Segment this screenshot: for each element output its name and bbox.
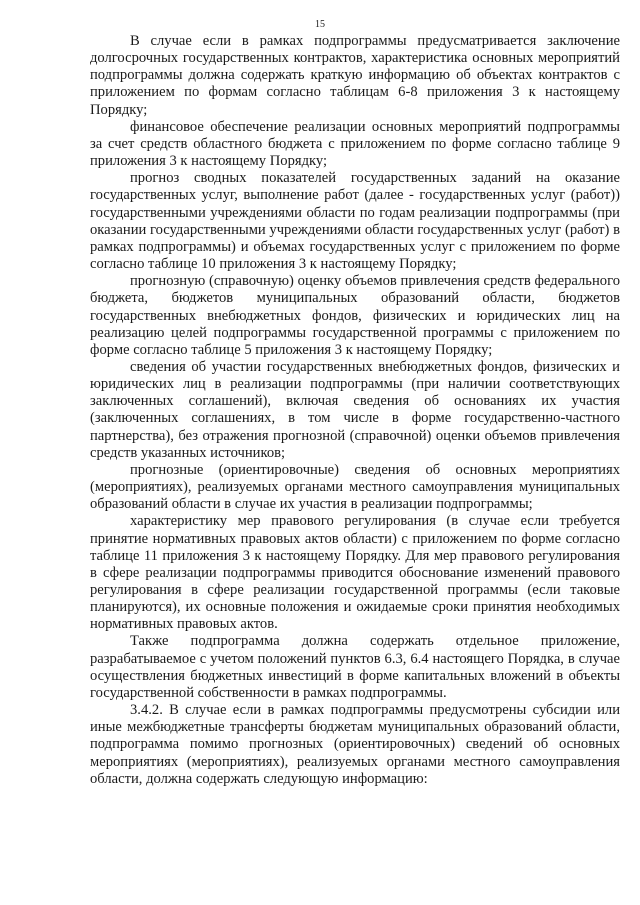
page-number: 15 <box>315 19 325 30</box>
paragraph-long-term-contracts: В случае если в рамках подпрограммы предусматривается заключение долгосрочных государственных контрактов, характеристика основных мероприятий подпрограммы должна содержать краткую информацию об объектах контрактов с приложением по формам согласно таблицам 6-8 приложения 3 к настоящему Порядку; <box>90 33 620 118</box>
paragraph-municipal-measures: прогнозные (ориентировочные) сведения об основных мероприятиях (мероприятиях), реализуемых органами местного самоуправления муниципальных образований области в случае их участия в реализации подпрограммы; <box>90 461 620 513</box>
document-body <box>90 33 620 788</box>
paragraph-3-4-2-subsidies: 3.4.2. В случае если в рамках подпрограммы предусмотрены субсидии или иные межбюджетные трансферты бюджетам муниципальных образований области, подпрограмма помимо прогнозных (ориентировочных) сведений об основных мероприятиях (мероприятиях), реализуемых органами местного самоуправления области, должна содержать следующую информацию: <box>90 702 620 787</box>
paragraph-financial-support: финансовое обеспечение реализации основных мероприятий подпрограммы за счет средств областного бюджета с приложением по форме согласно таблице 9 приложения 3 к настоящему Порядку; <box>90 118 620 170</box>
paragraph-legal-regulation: характеристику мер правового регулирования (в случае если требуется принятие нормативных правовых актов области) с приложением по форме согласно таблице 11 приложения 3 к настоящему Порядку. Для мер правового регулирования в сфере реализации подпрограммы приводится обоснование изменений правового регулирования в сфере реализации государственной программы (если таковые планируются), их основные положения и ожидаемые сроки принятия необходимых нормативных правовых актов. <box>90 513 620 633</box>
paragraph-funding-estimate: прогнозную (справочную) оценку объемов привлечения средств федерального бюджета, бюджетов муниципальных образований области, бюджетов государственных внебюджетных фондов, физических и юридических лиц на реализацию целей подпрограммы государственной программы с приложением по форме согласно таблице 5 приложения 3 к настоящему Порядку; <box>90 273 620 358</box>
paragraph-capital-investments: Также подпрограмма должна содержать отдельное приложение, разрабатываемое с учетом положений пунктов 6.3, 6.4 настоящего Порядка, в случае осуществления бюджетных инвестиций в форме капитальных вложений в объекты государственной собственности в рамках подпрограммы. <box>90 633 620 701</box>
paragraph-state-tasks-forecast: прогноз сводных показателей государственных заданий на оказание государственных услуг, выполнение работ (далее - государственных услуг (работ)) государственными учреждениями области по годам реализации подпрограммы (при оказании государственными учреждениями области государственных услуг (работ) в рамках подпрограммы) и объемах государственных услуг с приложением по форме согласно таблице 10 приложения 3 к настоящему Порядку; <box>90 170 620 273</box>
paragraph-extrabudgetary-participation: сведения об участии государственных внебюджетных фондов, физических и юридических лиц в реализации подпрограммы (при наличии соответствующих заключенных соглашений), включая сведения об основаниях их участия (заключенных соглашениях, в том числе в форме государственно-частного партнерства), без отражения прогнозной (справочной) оценки объемов привлечения средств указанных источников; <box>90 358 620 461</box>
